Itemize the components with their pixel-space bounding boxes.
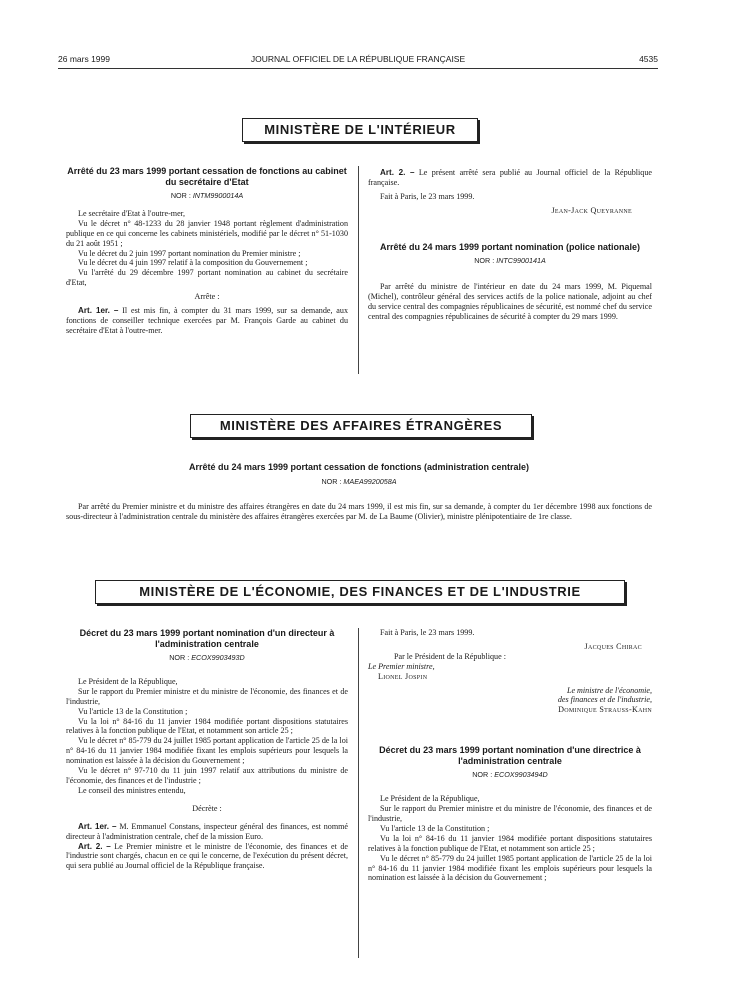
doc1-p1: Le secrétaire d'Etat à l'outre-mer, <box>78 208 186 218</box>
doc4-minister-title-2: des finances et de l'industrie, <box>557 695 652 705</box>
doc4-minister-name: Dominique Strauss-Kahn <box>558 705 652 715</box>
doc5-nor: NOR : ECOX9903494D <box>472 770 548 780</box>
header-page-number: 4535 <box>639 54 658 64</box>
doc5-p5: Vu le décret n° 85-779 du 24 juillet 1985 portant application de l'article 25 de la loi n° 84-16 du 11 janvier 1984 modifiée fixant les emplois supérieurs pour lesquels la nomination est laissée à la décision du Gouvernement ; <box>368 853 652 883</box>
doc5-p4: Vu la loi n° 84-16 du 11 janvier 1984 modifiée portant dispositions statutaires relatives à la fonction publique de l'Etat, et notamment son article 25 ; <box>368 833 652 853</box>
doc4-art1: Art. 1er. – M. Emmanuel Constans, inspecteur général des finances, est nommé directeur à l'administration centrale, chef de la mission Euro. <box>66 821 348 841</box>
doc4-p6: Vu le décret n° 97-710 du 11 juin 1997 relatif aux attributions du ministre de l'économie, des finances et de l'industrie ; <box>66 766 348 785</box>
section-title-interieur: MINISTÈRE DE L'INTÉRIEUR <box>242 118 478 142</box>
doc4-nor: NOR : ECOX9903493D <box>169 653 245 662</box>
doc1-art1: Art. 1er. – Il est mis fin, à compter du 31 mars 1999, sur sa demande, aux fonctions de conseiller technique exercées par M. François Garde au cabinet du secrétaire d'Etat à l'outre-mer. <box>66 306 348 335</box>
page-header <box>58 55 658 67</box>
doc5-p2: Sur le rapport du Premier ministre et du ministre de l'économie, des finances et de l'industrie, <box>368 804 652 823</box>
doc1-p4: Vu le décret du 4 juin 1997 relatif à la composition du Gouvernement ; <box>78 258 308 268</box>
doc4-continued <box>368 628 652 883</box>
doc2-nor: NOR : INTC9900141A <box>474 256 546 266</box>
doc1-p5: Vu l'arrêté du 29 décembre 1997 portant nomination au cabinet du secrétaire d'Etat, <box>66 268 348 288</box>
doc4-art2: Art. 2. – Le Premier ministre et le ministre de l'économie, des finances et de l'industrie sont chargés, chacun en ce qui le concerne, de l'exécution du présent décret, qui sera publié au Journal officiel de la République française. <box>66 841 348 871</box>
header-journal-title: JOURNAL OFFICIEL DE LA RÉPUBLIQUE FRANÇAISE <box>250 54 466 64</box>
doc1-title: Arrêté du 23 mars 1999 portant cessation de fonctions au cabinet du secrétaire d'Etat <box>67 166 347 187</box>
doc5-title: Décret du 23 mars 1999 portant nomination d'une directrice à l'administration centrale <box>379 745 641 766</box>
doc4-p3: Vu l'article 13 de la Constitution ; <box>78 706 188 716</box>
doc3-title: Arrêté du 24 mars 1999 portant cessation de fonctions (administration centrale) <box>188 462 530 472</box>
doc4-decree <box>66 628 348 871</box>
doc4-p2: Sur le rapport du Premier ministre et du ministre de l'économie, des finances et de l'industrie, <box>66 686 348 706</box>
doc3-decree <box>66 462 652 522</box>
doc4-fait: Fait à Paris, le 23 mars 1999. <box>380 628 475 637</box>
doc1-p2: Vu le décret n° 48-1233 du 28 janvier 1948 portant règlement d'administration publique en ce qui concerne les cabinets ministériels, modifié par le décret n° 51-1030 du 21 août 1951 ; <box>66 218 348 248</box>
doc4-signature-president: Jacques Chirac <box>584 641 642 651</box>
section-title-affaires-etrangeres: MINISTÈRE DES AFFAIRES ÉTRANGÈRES <box>190 414 532 438</box>
doc2-body: Par arrêté du ministre de l'intérieur en date du 24 mars 1999, M. Piquemal (Michel), contrôleur général des services actifs de la police nationale, adjoint au chef du service central des compagnies républicaines de sécurité, est nommé chef du service central des compagnies républicaines de sécurité à compter du 29 mars 1999. <box>368 282 652 321</box>
doc3-nor: NOR : MAEA9920058A <box>321 476 397 486</box>
doc4-pm-name: Lionel Jospin <box>378 671 428 681</box>
doc1-art2: Art. 2. – Le présent arrêté sera publié au Journal officiel de la République française. <box>368 168 652 187</box>
doc1-arrete: Arrête : <box>194 292 220 302</box>
doc1-signature: Jean-Jack Queyranne <box>551 205 632 215</box>
doc1-p3: Vu le décret du 2 juin 1997 portant nomination du Premier ministre ; <box>78 248 301 258</box>
doc1-fait: Fait à Paris, le 23 mars 1999. <box>380 191 475 201</box>
header-date: 26 mars 1999 <box>58 54 110 64</box>
column-divider-1 <box>358 166 359 374</box>
header-rule <box>58 68 658 69</box>
doc4-minister-title-1: Le ministre de l'économie, <box>566 685 652 695</box>
doc1-decree <box>66 166 348 336</box>
doc4-par-le-president: Par le Président de la République : <box>394 651 506 661</box>
doc4-title: Décret du 23 mars 1999 portant nomination d'un directeur à l'administration centrale <box>79 628 335 649</box>
doc2-title: Arrêté du 24 mars 1999 portant nomination (police nationale) <box>379 241 641 252</box>
doc1-continued <box>368 168 652 322</box>
doc1-nor: NOR : INTM9900014A <box>170 191 244 200</box>
doc4-p7: Le conseil des ministres entendu, <box>78 785 186 795</box>
doc4-decrete: Décrète : <box>192 803 222 813</box>
doc4-p5: Vu le décret n° 85-779 du 24 juillet 1985 portant application de l'article 25 de la loi n° 84-16 du 11 janvier 1984 modifiée fixant les emplois supérieurs pour lesquels la nomination est laissée à la décision du Gouvernement ; <box>66 736 348 766</box>
section-title-economie: MINISTÈRE DE L'ÉCONOMIE, DES FINANCES ET DE L'INDUSTRIE <box>95 580 625 604</box>
doc5-p3: Vu l'article 13 de la Constitution ; <box>380 823 490 833</box>
doc5-p1: Le Président de la République, <box>380 794 480 804</box>
doc3-body: Par arrêté du Premier ministre et du ministre des affaires étrangères en date du 24 mars 1999, il est mis fin, sur sa demande, à compter du 1er décembre 1998 aux fonctions de sous-directeur à l'administration centrale du ministère des affaires étrangères exercées par M. de La Baume (Olivier), ministre plénipotentiaire de 1re classe. <box>66 502 652 522</box>
doc4-p1: Le Président de la République, <box>78 676 178 686</box>
doc4-p4: Vu la loi n° 84-16 du 11 janvier 1984 modifiée portant dispositions statutaires relatives à la fonction publique de l'Etat, et notamment son article 25 ; <box>66 716 348 736</box>
column-divider-2 <box>358 628 359 958</box>
doc4-pm-title: Le Premier ministre, <box>368 661 435 671</box>
